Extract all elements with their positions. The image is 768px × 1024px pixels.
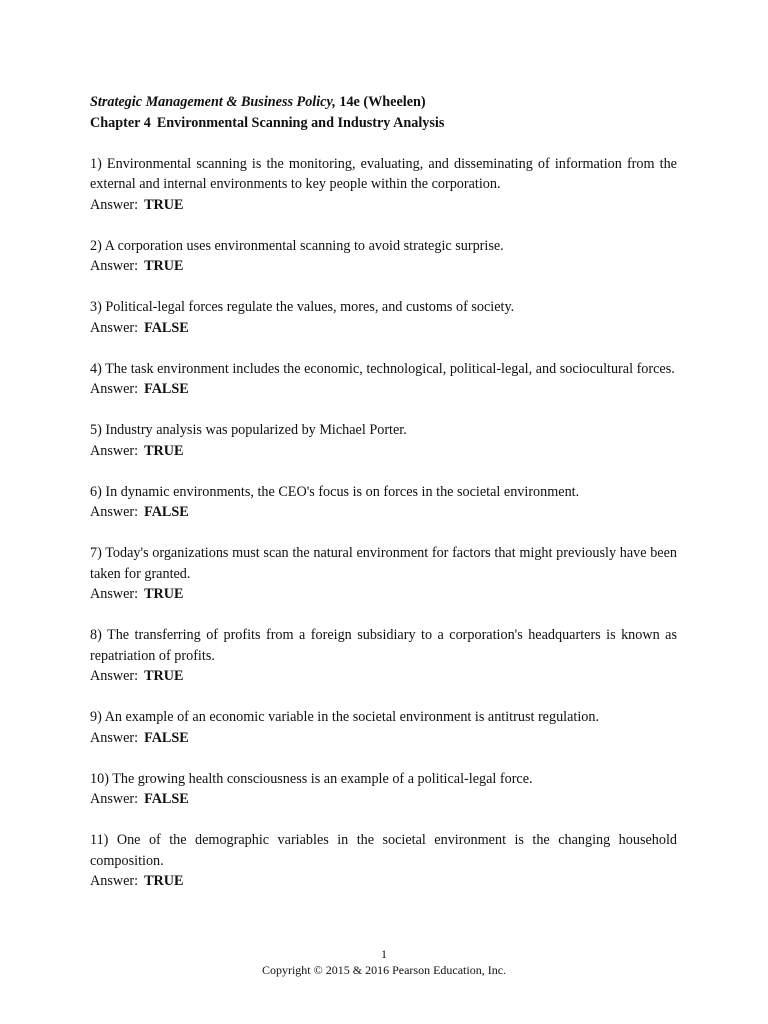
answer-label: Answer: bbox=[90, 381, 139, 397]
question-text: 4) The task environment includes the economic, technological, political-legal, and sociocultural forces. bbox=[90, 360, 675, 377]
answer-value: TRUE bbox=[144, 196, 184, 213]
answer-value: FALSE bbox=[144, 729, 189, 746]
document-page bbox=[90, 92, 677, 912]
question-text: 6) In dynamic environments, the CEO's focus is on forces in the societal environment. bbox=[90, 483, 580, 500]
question-text: 2) A corporation uses environmental scanning to avoid strategic surprise. bbox=[90, 237, 504, 254]
book-title bbox=[90, 92, 677, 113]
answer-line bbox=[90, 379, 677, 400]
question-text: 1) Environmental scanning is the monitoring, evaluating, and disseminating of information from the external and internal environments to key people within the corporation. bbox=[90, 155, 677, 192]
answer-line bbox=[90, 666, 677, 687]
answer-label: Answer: bbox=[90, 196, 139, 213]
question-item bbox=[90, 625, 677, 687]
chapter-label: Chapter 4 bbox=[90, 114, 151, 131]
question-text: 10) The growing health consciousness is an example of a political-legal force. bbox=[90, 770, 533, 787]
answer-value: FALSE bbox=[144, 791, 189, 807]
question-item bbox=[90, 420, 677, 461]
answer-line bbox=[90, 441, 677, 462]
question-item bbox=[90, 236, 677, 277]
answer-line bbox=[90, 318, 677, 339]
question-list bbox=[90, 154, 677, 892]
answer-label: Answer: bbox=[90, 873, 139, 889]
answer-value: FALSE bbox=[144, 504, 189, 520]
answer-label: Answer: bbox=[90, 319, 139, 336]
question-text: 8) The transferring of profits from a foreign subsidiary to a corporation's headquarters is known as repatriation of profits. bbox=[90, 627, 677, 664]
question-text: 3) Political-legal forces regulate the values, mores, and customs of society. bbox=[90, 299, 515, 315]
answer-line bbox=[90, 502, 677, 523]
answer-label: Answer: bbox=[90, 791, 139, 807]
answer-label: Answer: bbox=[90, 586, 139, 602]
answer-label: Answer: bbox=[90, 442, 139, 459]
answer-line bbox=[90, 871, 677, 892]
answer-label: Answer: bbox=[90, 504, 139, 520]
question-text: 11) One of the demographic variables in the societal environment is the changing household composition. bbox=[90, 832, 677, 869]
chapter-title bbox=[90, 113, 677, 134]
book-title-edition: 14e (Wheelen) bbox=[335, 94, 426, 110]
book-title-italic: Strategic Management & Business Policy, bbox=[90, 94, 336, 110]
answer-value: FALSE bbox=[144, 381, 189, 397]
question-item bbox=[90, 830, 677, 892]
answer-value: TRUE bbox=[144, 442, 184, 459]
copyright-notice: Copyright © 2015 & 2016 Pearson Education, Inc. bbox=[261, 963, 507, 977]
question-text: 5) Industry analysis was popularized by Michael Porter. bbox=[90, 422, 407, 438]
question-item bbox=[90, 297, 677, 338]
question-item bbox=[90, 154, 677, 216]
answer-label: Answer: bbox=[90, 729, 139, 746]
page-number: 1 bbox=[381, 947, 387, 961]
answer-value: TRUE bbox=[144, 586, 184, 602]
answer-value: TRUE bbox=[144, 668, 184, 684]
answer-label: Answer: bbox=[90, 258, 139, 274]
answer-value: TRUE bbox=[144, 258, 184, 274]
question-item bbox=[90, 543, 677, 605]
question-item bbox=[90, 359, 677, 400]
answer-line bbox=[90, 256, 677, 277]
question-text: 9) An example of an economic variable in the societal environment is antitrust regulation. bbox=[90, 709, 600, 725]
answer-line bbox=[90, 728, 677, 749]
answer-label: Answer: bbox=[90, 668, 139, 684]
answer-line bbox=[90, 584, 677, 605]
page-footer bbox=[0, 946, 768, 978]
question-item bbox=[90, 769, 677, 810]
answer-value: FALSE bbox=[144, 319, 189, 336]
answer-line bbox=[90, 789, 677, 810]
question-text: 7) Today's organizations must scan the natural environment for factors that might previously have been taken for granted. bbox=[90, 545, 677, 582]
answer-line bbox=[90, 195, 677, 216]
chapter-name: Environmental Scanning and Industry Analysis bbox=[156, 114, 445, 131]
question-item bbox=[90, 707, 677, 748]
question-item bbox=[90, 482, 677, 523]
answer-value: TRUE bbox=[144, 873, 184, 889]
